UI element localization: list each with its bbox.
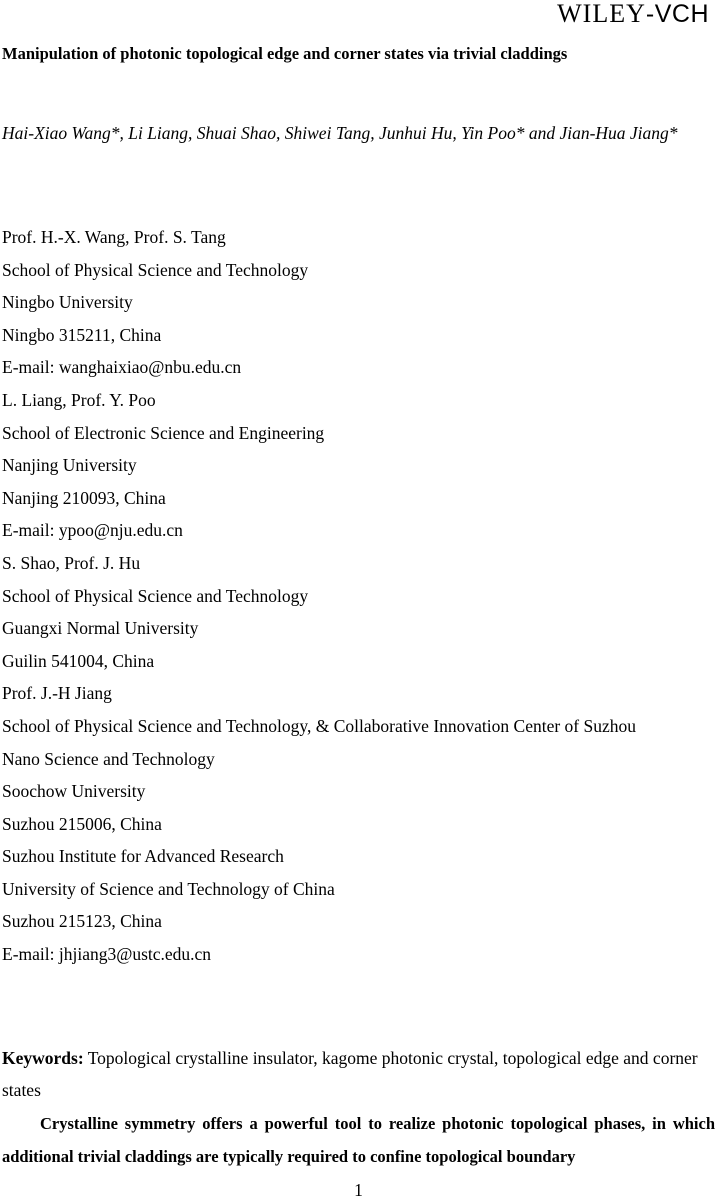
- email-line: E-mail: ypoo@nju.edu.cn: [2, 520, 183, 541]
- affiliation-line: Prof. J.-H Jiang: [2, 683, 112, 704]
- affiliation-line: Ningbo University: [2, 292, 133, 313]
- affiliation-soochow-ustc: [2, 677, 715, 970]
- affiliation-ningbo: [2, 221, 715, 384]
- affiliation-line: Prof. H.-X. Wang, Prof. S. Tang: [2, 227, 226, 247]
- affiliation-line: Guangxi Normal University: [2, 618, 199, 639]
- keywords: [2, 1042, 715, 1106]
- affiliation-line: S. Shao, Prof. J. Hu: [2, 552, 141, 573]
- logo-wiley-text: WILEY: [557, 0, 646, 28]
- abstract-paragraph: Crystalline symmetry offers a powerful tool to realize photonic topological phases, in which additional trivial claddings are typically required to confine topological boundary: [2, 1114, 715, 1166]
- affiliation-line: Guilin 541004, China: [2, 650, 155, 671]
- affiliation-line: Nano Science and Technology: [2, 748, 215, 769]
- paper-title: Manipulation of photonic topological edge and corner states via trivial claddings: [2, 44, 568, 63]
- author-list: Hai-Xiao Wang*, Li Liang, Shuai Shao, Shiwei Tang, Junhui Hu, Yin Poo* and Jian-Hua Jiang*: [2, 123, 678, 143]
- logo-vch-text: -VCH: [645, 0, 709, 28]
- affiliations: [2, 221, 715, 971]
- affiliation-nanjing: [2, 384, 715, 547]
- affiliation-line: School of Electronic Science and Engineering: [2, 422, 325, 443]
- affiliation-line: Ningbo 315211, China: [2, 324, 162, 345]
- email-line: E-mail: jhjiang3@ustc.edu.cn: [2, 944, 212, 965]
- keywords-label: Keywords:: [2, 1048, 84, 1068]
- affiliation-guangxi: [2, 547, 715, 677]
- affiliation-line: School of Physical Science and Technology: [2, 259, 309, 280]
- email-line: E-mail: wanghaixiao@nbu.edu.cn: [2, 357, 242, 378]
- affiliation-line: Nanjing 210093, China: [2, 487, 166, 508]
- affiliation-line: Suzhou 215006, China: [2, 813, 162, 834]
- affiliation-line: Nanjing University: [2, 455, 137, 476]
- affiliation-line: School of Physical Science and Technology: [2, 585, 309, 606]
- keywords-text: Topological crystalline insulator, kagome photonic crystal, topological edge and corner states: [2, 1048, 698, 1100]
- affiliation-line: University of Science and Technology of China: [2, 878, 335, 899]
- page-number: 1: [354, 1180, 363, 1200]
- wiley-vch-logo: [557, 0, 709, 28]
- affiliation-line: Suzhou Institute for Advanced Research: [2, 846, 284, 867]
- affiliation-line: L. Liang, Prof. Y. Poo: [2, 389, 156, 410]
- affiliation-line: Soochow University: [2, 781, 146, 802]
- affiliation-line: Suzhou 215123, China: [2, 911, 162, 932]
- affiliation-line: School of Physical Science and Technology, & Collaborative Innovation Center of Suzhou: [2, 715, 636, 736]
